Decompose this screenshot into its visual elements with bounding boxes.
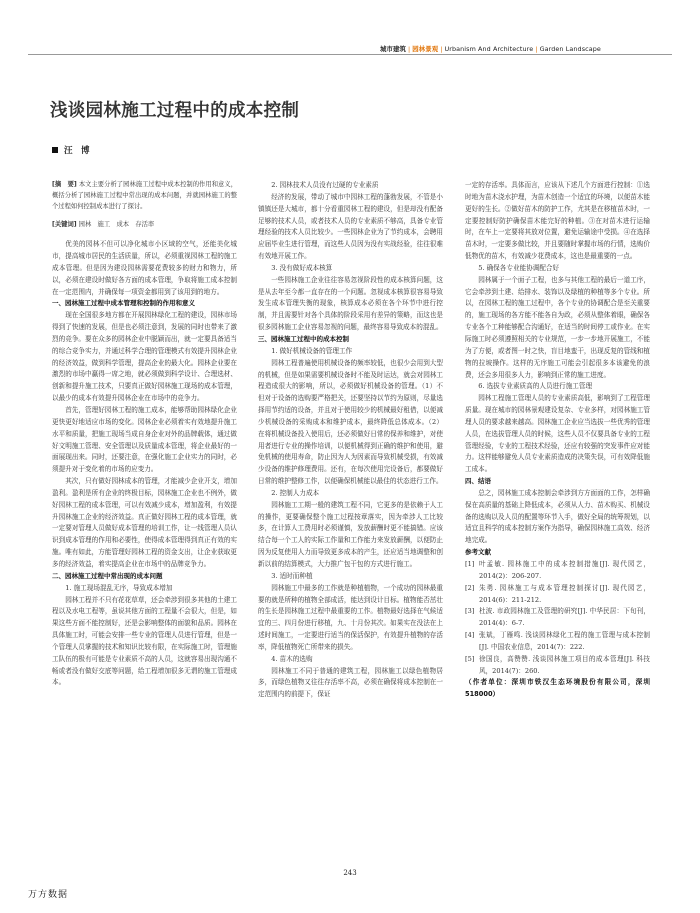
section-heading: 四、结语 (465, 477, 491, 486)
paragraph: 一定的存活率。具体而言，应该从下述几个方面进行控制：①选时地为苗木浇水护理，为苗木创造一个适宜的环境，以便苗木能更好的生长。②做好苗木的防护工作，尤其是在移植苗木时，一定要控制好防护确保苗木能完好的种植。③在对苗木进行运输时，在车上一定要将其放对位置，避免运输途中受损。④在选择苗木时，一定要多做比较，并且要随时掌握市场的行情，选购价低物优的苗木，有效减少花费成本，这也是最重要的一点。 (465, 181, 650, 261)
reference-text: 杜波. 市政园林施工及管理的研究[J]. 中华民居：下旬刊，2014(4)：6-7. (479, 607, 650, 628)
column-3 (465, 180, 650, 701)
spacer (52, 212, 237, 220)
spacer (52, 231, 237, 239)
paragraph: 3. 适时而种植 (271, 571, 313, 580)
paragraph: 总之，园林施工成本控制会牵涉到方方面面的工作，怎样确保在高质量的基础上降低成本，必须从人力、苗木购买、机械设备的选购以及人员的配置等环节入手，做好全局的统筹规划，以适宜且科学的成本控制方案作为指导，确保园林施工高效、经济地完成。 (465, 488, 650, 545)
reference-item (465, 654, 650, 678)
paragraph: 园林施工不同于普通的建筑工程，园林施工以绿色植物居多，而绿色植物又往往存活率不高，必须在确保将成本控制在一定范围内的前提下，保证 (258, 666, 443, 699)
paragraph: 园林工程施工管理人员的专业素质高低，影响到了工程管理质量。现在城市的园林景观建设复杂、专业多样，对园林施工管理人员的要求越来越高。园林施工企业应当选拔一些优秀的管理人员，在选拔管理人员的时候，这些人员不仅要具备专业的工程管理经验，专业的工程技术经验，还应有较强的突发事件应对能力。这样能够避免人员专业素质造成的决策失误，可有效降低施工成本。 (465, 394, 650, 474)
reference-number: [5] (465, 654, 475, 663)
header-separator: | (407, 45, 411, 53)
reference-text: 徐国良，高赞赞. 浅谈园林施工项目的成本管理[J]. 科技风，2014(7)：260. (479, 654, 650, 675)
paragraph: 一些园林施工企业往往容易忽视阶段性的成本核算问题，这是从去年至今都一直存在的一个问题。忽视成本核算很容易导致发生成本管理失衡的现象，核算成本必须在各个环节中进行控制，并且需要针对各个具体的阶段采用有差异的策略，而这也是很多园林施工企业容易忽视的问题，最终容易导致成本的混乱。 (258, 275, 443, 332)
paragraph: 优美的园林不但可以净化城市小区域的空气，还能美化城市，提高城市居民的生活质量，所以，必须重视园林工程的施工成本管理。但是因为建设园林需要花费较多的财力和物力，所以，必须在建设时做好各方面的成本管理，争取将施工成本控制在一定范围内，并确保每一项资金都用到了该用到的地方。 (52, 240, 237, 296)
author-line (52, 144, 90, 156)
reference-text: 叶孟敏. 园林施工中的成本控制措施[J]. 现代园艺，2014(2)：206-207. (479, 560, 650, 580)
reference-number: [2] (465, 583, 475, 592)
abstract-text: 本文主要分析了园林施工过程中成本控制的作用和意义，概括分析了园林施工过程中常出现的成本问题，并就园林施工的整个过程如何控制成本进行了探讨。 (52, 181, 237, 210)
abstract-block (52, 180, 237, 212)
paragraph: 1. 做好机械设备的管理工作 (271, 346, 353, 355)
paragraph: 2. 控制人力成本 (271, 488, 320, 497)
column-1 (52, 180, 237, 689)
paragraph: 其次，只有做好园林成本的管理，才能减少企业开支，增加盈利。盈利是所有企业的终极目标，园林施工企业也不例外，做好园林工程的成本管理，可以有效减少成本，增加盈利，有效提升园林施工企业的经济效益。真正做好园林工程的成本管理，就一定要对管理人员做好成本管理的培训工作，让一线管理人员认识到成本管理的作用和必要性，使得成本管理得到真正有效的实施。唯有如此，方能管理好园林工程的资金支出，让企业获取更多的经济效益，着实提高企业在市场中的品牌竞争力。 (52, 477, 237, 568)
column-2 (258, 180, 443, 701)
header-separator: | (535, 45, 538, 53)
header-rule (28, 54, 672, 55)
abstract-text: 园林 施工 成本 存活率 (76, 221, 155, 229)
paragraph: 6. 选拔专业素质高的人员进行施工管理 (478, 382, 593, 391)
reference-text: 朱勇. 园林施工与成本管理控制探讨[J]. 现代园艺，2014(6)：211-212. (479, 583, 650, 604)
paragraph: 3. 没有做好成本核算 (271, 263, 333, 272)
author-affiliation: （作者单位：深圳市铁汉生态环境股份有限公司，深圳 518000） (465, 678, 650, 699)
section-heading: 参考文献 (465, 548, 491, 557)
abstract-block (52, 220, 237, 231)
paragraph: 首先，管理好园林工程的施工成本，能够帮助园林绿化企业更快更好地适应市场的变化。园林企业必须着实有效地提升施工水平和质量，把施工现场当成自身企业对外的品牌载体，通过做好文明施工管理、安全管理以及质量成本管理，将企业最好的一面展现出来。同时，还要注意，在强化施工企业实力的同时，必须提升对于变化着的市场的应变力。 (52, 406, 237, 474)
abstract-label: [摘 要] (52, 181, 77, 188)
abstract-label: [关键词] (52, 221, 77, 229)
header-section-en2: Garden Landscape (539, 45, 601, 53)
article-title: 浅谈园林施工过程中的成本控制 (50, 101, 300, 121)
square-bullet-icon (52, 147, 58, 153)
paragraph: 园林属于一个面子工程，也多与其他工程的最后一道工序，它会牵涉到土建、给排水、装饰以及绿植的种植等多个专业。所以，在园林工程的施工过程中，各个专业的协调配合是至关重要的，施工现场的各方能不能各自为政，必须从整体着眼，确保各专业各个工种能够配合沟通好，在适当的时间停工或作业。在实际施工时必须遵照相关的专业规范，一步一步地开展施工，不能为了方便，或者图一时之快，盲目地蛮干，出现反复的管线和植物的拉坡操作。这样的无序施工可能会引起很多本该避免的浪费，还会多用很多人力，影响到正常的施工进度。 (465, 275, 650, 379)
section-heading: 三、园林施工过程中的成本控制 (258, 334, 349, 343)
section-heading: 二、园林施工过程中常出现的成本问题 (52, 571, 163, 580)
reference-number: [1] (465, 560, 475, 568)
paragraph: 经济的发展，带动了城市中园林工程的蓬勃发展，不管是小镇镇还是大城市，都十分看重园林工程的建设，但是却没有配备足够的技术人员，或者技术人员的专业素质不够高，具备专业管理经验的技术人员比较少。一些园林企业为了节约成本，会聘用应届毕业生进行管理，而这些人员因为没有实战经验，往往很难有效地开展工作。 (258, 192, 443, 261)
reference-number: [3] (465, 607, 475, 616)
paragraph: 园林工程普遍使用机械设备的频率较低，也很少会用到大型的机械，但是如果需要机械设备时不能及时运达，就会对园林工程造成很大的影响，所以，必须做好机械设备的管理。（1）不但对于设备的选购要严格把关，还要坚持以节约为原则，尽量选择用节约适的设备，并且对于使用较少的机械最好租借，以便减少机械设备的采购成本和维护成本，最终降低总体成本。（2）在将机械设备投入使用后，还必须做好日常的保养和维护，对使用者进行专业的操作培训，以便机械得到正确的维护和使用，避免机械的使用寿命，防止因为人为因素而导致机械受损，有效减少设备的维护修理费用。还有，在每次使用完设备后，都要做好日常的维护整修工作，以便确保机械能以最佳的状态进行工作。 (258, 358, 443, 486)
paragraph: 1. 施工现场混乱无序，导致成本增加 (65, 583, 173, 592)
paragraph: 2. 园林技术人员没有过硬的专业素质 (271, 181, 379, 189)
paragraph: 园林施工中最多的工作就是种植植物，一个成功的园林最重要的就是所种的植物全部成活，能达到设计目标。植物能否茁壮的生长是园林施工过程中最重要的工作。植物最好选择在气候适宜的三、四月份进行移植，九、十月份其次。如果实在没法在上述时间施工，一定要进行适当的保活保护，有效提升植物的存活率，降低植物死亡所带来的损失。 (258, 583, 443, 651)
paragraph: 5. 确保各专业能协调配合好 (478, 263, 560, 272)
header-section-cn: 城市建筑 (380, 45, 406, 53)
journal-header (380, 44, 672, 53)
paragraph: 现在全国很多地方都在开展园林绿化工程的建设，园林市场得到了快速的发展，但是也必须注意到，发展的同时也带来了激烈的竞争。要在众多的园林企业中脱颖而出，就一定要具备适当的综合竞争实力，并通过科学合理的管理模式有效提升园林企业的经济效益，做到科学管理，提高企业的最大化。园林企业要在激烈的市场中赢得一席之地，就必须做到科学设计、合理选材、创新和提升施工技术，只要真正做好园林施工现场的成本管理，以最少的成本有效提升园林企业在市场中的竞争力。 (52, 311, 237, 403)
reference-item (465, 606, 650, 630)
reference-item (465, 583, 650, 607)
page-number: 243 (343, 869, 357, 877)
reference-item (465, 559, 650, 583)
footer-watermark: 万方数据 (28, 890, 69, 900)
header-separator: | (440, 45, 443, 53)
header-section-accent: 园林景观 (412, 45, 439, 53)
reference-item (465, 630, 650, 654)
paragraph: 园林施工工期一般的建筑工程不同，它更多的是依赖于人工的操作，更要确保整个施工过程按章落实，因为牵涉人工比较多，在计算人工费用时必须谨慎，发放薪酬时更不能搞错。应该结合每一个工人的实际工作量和工作能力来发放薪酬，以便防止因为反复使用人力而导致更多成本的产生，还应适当地调整和创新以前的结算模式，大力推广包干包的方式进行施工。 (258, 500, 443, 568)
header-section-en1: Urbanism And Architecture (444, 45, 534, 53)
reference-text: 张斌，丁雁鸣. 浅谈园林绿化工程的施工管理与成本控制[J]. 中国农业信息，2014(7)：222. (479, 631, 650, 651)
paragraph: 园林工程并不只有花花草草，还会牵涉到很多其他的土建工程以及水电工程等，虽说其他方面的工程量不会很大，但是，如果这些方面不能控制好，还是会影响整体的面貌和品质。园林在具体施工时，可能会安排一些专业的管理人员进行管理，但是一个管理人员掌握的技术和知识比较有限，在实际施工时，管理施工队伍的极有可能是专业素质不高的人员，这就容易出现沟通不畅或者没有做好交底等问题，给工程增加很多无谓的施工管理成本。 (52, 595, 237, 687)
author-name: 汪 博 (64, 146, 90, 156)
reference-number: [4] (465, 631, 475, 640)
paragraph: 4. 苗木的选购 (271, 654, 313, 663)
section-heading: 一、园林施工过程中成本管理和控制的作用和意义 (52, 299, 195, 308)
